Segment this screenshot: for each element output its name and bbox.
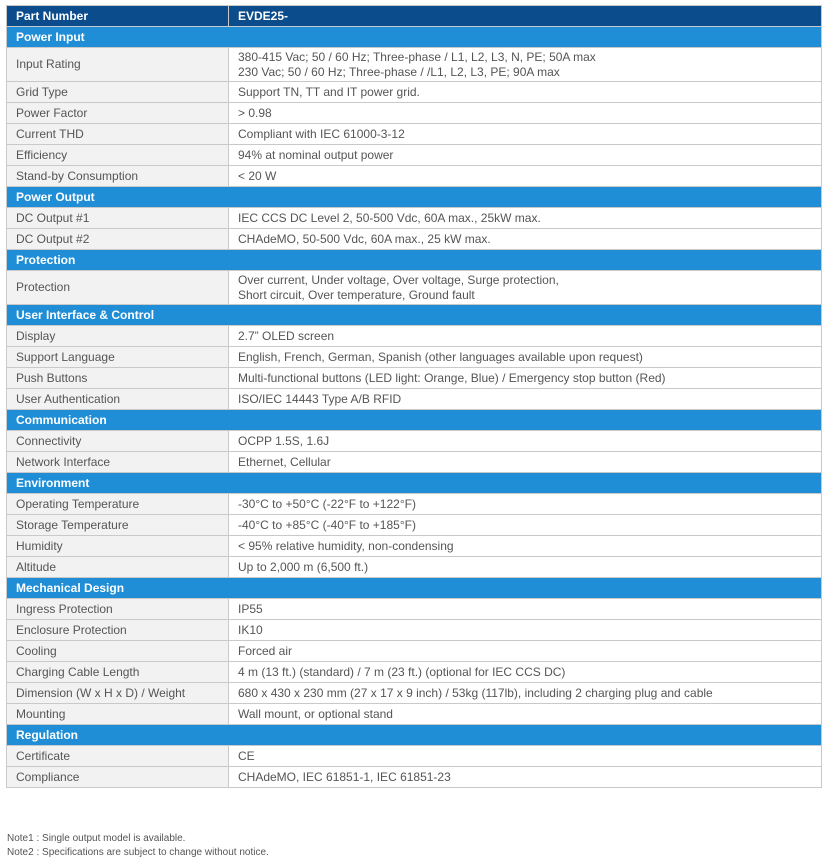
section-title: Mechanical Design [7,578,822,599]
spec-value [229,683,822,704]
spec-value [229,368,822,389]
spec-value-line: 380-415 Vac; 50 / 60 Hz; Three-phase / L1, L2, L3, N, PE; 50A max [238,49,596,64]
spec-value [229,662,822,683]
section-title: Protection [7,250,822,271]
spec-value-line: Multi-functional buttons (LED light: Orange, Blue) / Emergency stop button (Red) [238,370,666,385]
spec-label: Display [7,326,229,347]
section-header [7,473,822,494]
section-header [7,250,822,271]
spec-label: Operating Temperature [7,494,229,515]
spec-value [229,124,822,145]
part-number-label: Part Number [7,6,229,27]
spec-value-line: CHAdeMO, 50-500 Vdc, 60A max., 25 kW max. [238,231,491,246]
table-row [7,431,822,452]
table-row [7,166,822,187]
spec-value-line: -40°C to +85°C (-40°F to +185°F) [238,517,416,532]
spec-value-line: Up to 2,000 m (6,500 ft.) [238,559,369,574]
spec-label: DC Output #2 [7,229,229,250]
spec-value-line: Support TN, TT and IT power grid. [238,84,420,99]
spec-value [229,767,822,788]
section-title: Power Output [7,187,822,208]
table-row [7,494,822,515]
spec-label: Mounting [7,704,229,725]
table-row [7,48,822,82]
spec-value [229,557,822,578]
spec-label: Humidity [7,536,229,557]
section-header [7,305,822,326]
spec-value [229,82,822,103]
spec-label: Efficiency [7,145,229,166]
spec-label: Push Buttons [7,368,229,389]
note-1: Note1 : Single output model is available. [7,833,186,844]
spec-label: Current THD [7,124,229,145]
spec-value-line: > 0.98 [238,105,272,120]
spec-value-line: 94% at nominal output power [238,147,394,162]
spec-value [229,326,822,347]
spec-label: DC Output #1 [7,208,229,229]
table-row [7,683,822,704]
section-title: User Interface & Control [7,305,822,326]
table-row [7,124,822,145]
table-row [7,389,822,410]
section-header [7,27,822,48]
spec-label: Power Factor [7,103,229,124]
spec-label: Charging Cable Length [7,662,229,683]
spec-value-line: 4 m (13 ft.) (standard) / 7 m (23 ft.) (optional for IEC CCS DC) [238,664,566,679]
spec-label: Storage Temperature [7,515,229,536]
spec-value-line: < 95% relative humidity, non-condensing [238,538,454,553]
spec-value-line: 230 Vac; 50 / 60 Hz; Three-phase / /L1, L2, L3, PE; 90A max [238,64,560,79]
table-row [7,347,822,368]
spec-value-line: < 20 W [238,168,277,183]
spec-label: Network Interface [7,452,229,473]
section-header [7,410,822,431]
table-row [7,599,822,620]
section-header [7,578,822,599]
spec-value-line: English, French, German, Spanish (other languages available upon request) [238,349,643,364]
spec-label: Cooling [7,641,229,662]
table-row [7,326,822,347]
spec-value [229,494,822,515]
table-row [7,145,822,166]
spec-value-line: Compliant with IEC 61000-3-12 [238,126,405,141]
spec-value [229,515,822,536]
part-number-value: EVDE25- [229,6,822,27]
spec-value [229,746,822,767]
spec-value [229,271,822,305]
table-row [7,662,822,683]
table-row [7,746,822,767]
spec-value [229,452,822,473]
section-title: Environment [7,473,822,494]
table-row [7,620,822,641]
spec-label: Protection [7,271,229,305]
table-row [7,271,822,305]
table-row [7,515,822,536]
spec-value-line: CE [238,748,255,763]
spec-label: Compliance [7,767,229,788]
spec-value [229,389,822,410]
spec-value [229,431,822,452]
spec-value-line: OCPP 1.5S, 1.6J [238,433,330,448]
spec-label: Ingress Protection [7,599,229,620]
table-row [7,704,822,725]
section-title: Communication [7,410,822,431]
spec-value [229,48,822,82]
spec-value [229,145,822,166]
table-row [7,557,822,578]
spec-value-line: -30°C to +50°C (-22°F to +122°F) [238,496,416,511]
table-row [7,452,822,473]
spec-value-line: Forced air [238,643,293,658]
spec-table [6,5,822,788]
spec-label: Enclosure Protection [7,620,229,641]
section-title: Power Input [7,27,822,48]
spec-value-line: ISO/IEC 14443 Type A/B RFID [238,391,402,406]
table-row [7,536,822,557]
spec-label: Input Rating [7,48,229,82]
spec-value [229,536,822,557]
spec-value [229,347,822,368]
spec-value-line: Over current, Under voltage, Over voltage, Surge protection, [238,272,559,287]
spec-value-line: Wall mount, or optional stand [238,706,393,721]
section-header [7,187,822,208]
spec-value-line: 2.7” OLED screen [238,328,335,343]
spec-value [229,704,822,725]
spec-label: Support Language [7,347,229,368]
table-row [7,208,822,229]
spec-value [229,641,822,662]
spec-value-line: IK10 [238,622,263,637]
spec-value [229,208,822,229]
spec-label: Altitude [7,557,229,578]
note-2: Note2 : Specifications are subject to change without notice. [7,847,269,858]
spec-value [229,599,822,620]
spec-value-line: Ethernet, Cellular [238,454,331,469]
spec-value-line: Short circuit, Over temperature, Ground fault [238,287,475,302]
table-row [7,229,822,250]
spec-label: User Authentication [7,389,229,410]
spec-label: Certificate [7,746,229,767]
spec-value [229,103,822,124]
spec-value-line: IP55 [238,601,263,616]
table-row [7,641,822,662]
spec-label: Connectivity [7,431,229,452]
section-header [7,725,822,746]
spec-value [229,229,822,250]
spec-value [229,620,822,641]
table-row [7,767,822,788]
table-row [7,368,822,389]
spec-value-line: IEC CCS DC Level 2, 50-500 Vdc, 60A max., 25kW max. [238,210,541,225]
table-row [7,82,822,103]
spec-value [229,166,822,187]
spec-label: Grid Type [7,82,229,103]
section-title: Regulation [7,725,822,746]
spec-value-line: CHAdeMO, IEC 61851-1, IEC 61851-23 [238,769,451,784]
spec-value-line: 680 x 430 x 230 mm (27 x 17 x 9 inch) / 53kg (117lb), including 2 charging plug and cable [238,685,713,700]
table-header-row [7,6,822,27]
spec-label: Stand-by Consumption [7,166,229,187]
footnotes [7,832,269,860]
table-row [7,103,822,124]
spec-label: Dimension (W x H x D) / Weight [7,683,229,704]
